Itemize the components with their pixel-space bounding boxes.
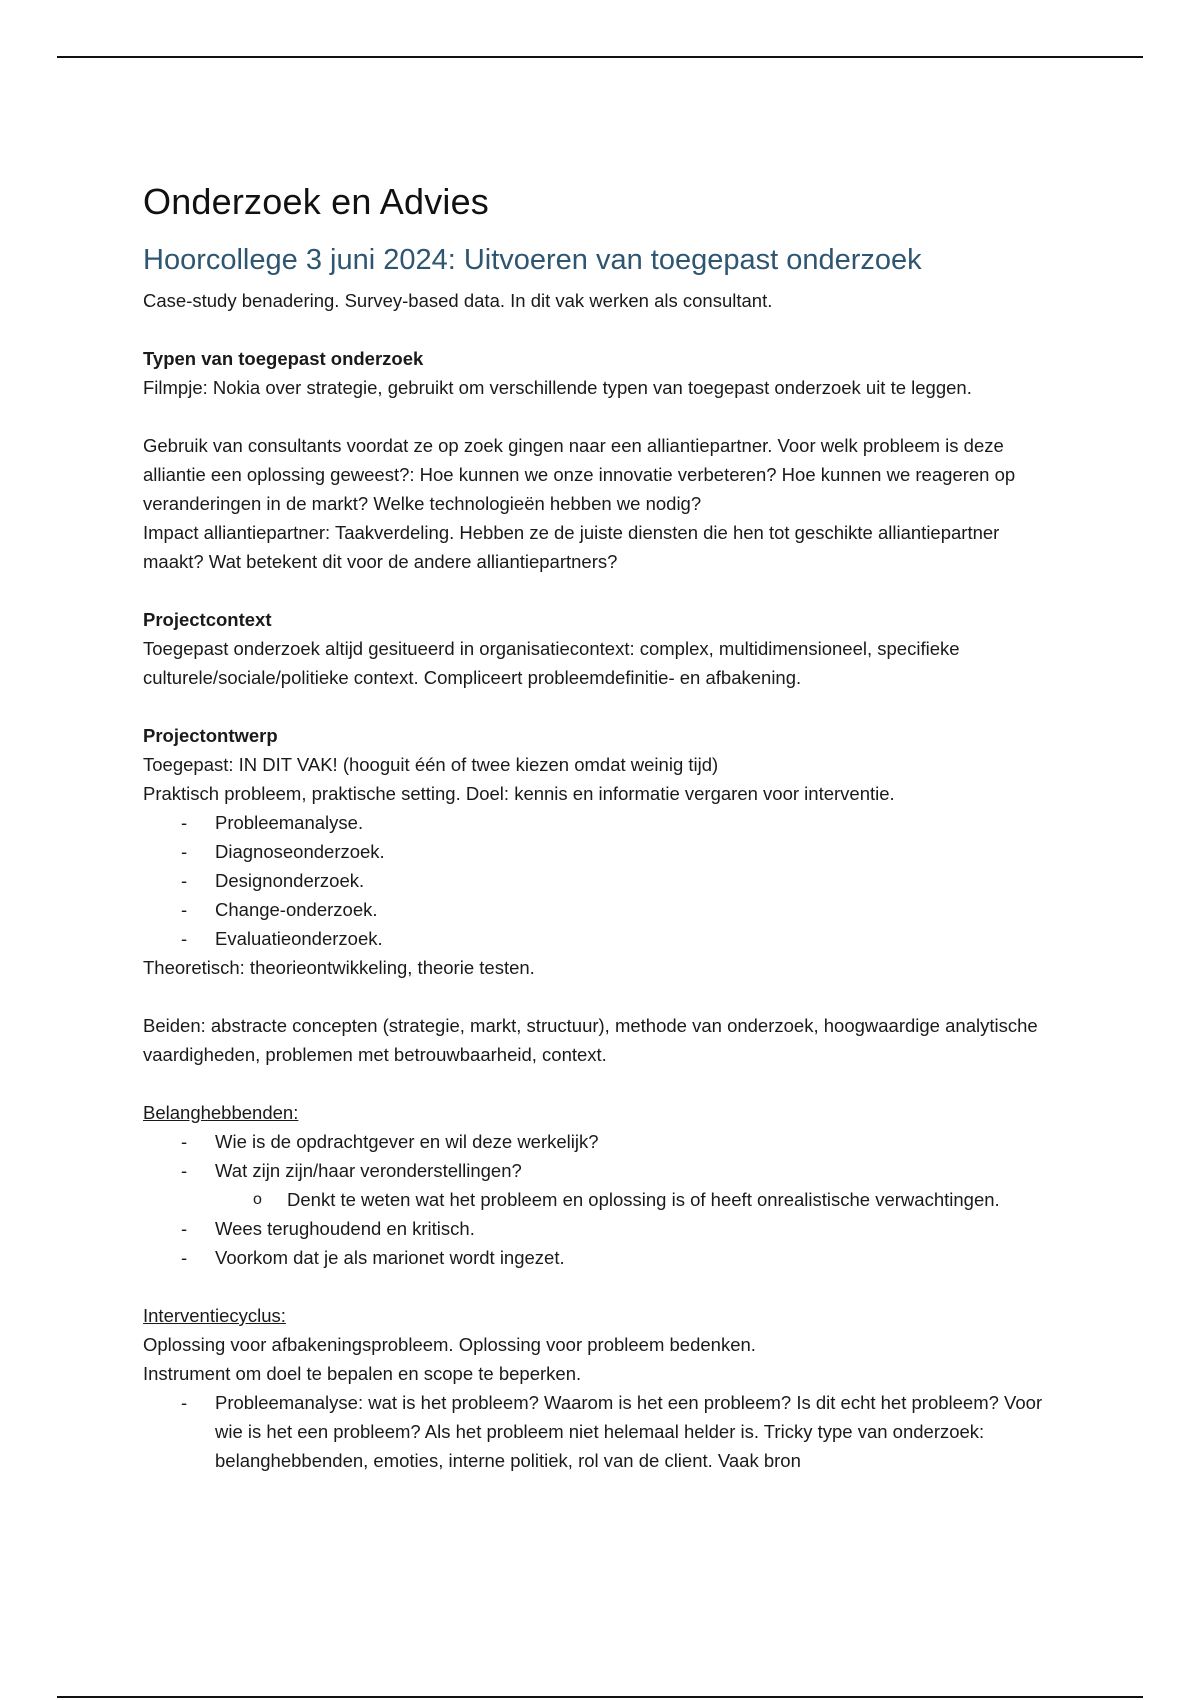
belanghebbenden-list: [143, 1127, 1063, 1185]
projectontwerp-heading: Projectontwerp: [143, 725, 278, 746]
interventiecyclus-heading: Interventiecyclus:: [143, 1305, 286, 1326]
typen-heading: Typen van toegepast onderzoek: [143, 348, 424, 369]
list-item: - Diagnoseonderzoek.: [143, 837, 1063, 866]
intro-text: Case-study benadering. Survey-based data. In dit vak werken als consultant.: [143, 290, 773, 311]
belanghebbenden-list-2: [143, 1214, 1063, 1272]
interventiecyclus-line-1: Oplossing voor afbakeningsprobleem. Oplossing voor probleem bedenken.: [143, 1334, 756, 1355]
projectontwerp-line-1: Toegepast: IN DIT VAK! (hooguit één of twee kiezen omdat weinig tijd): [143, 754, 719, 775]
list-item: - Probleemanalyse: wat is het probleem? Waarom is het een probleem? Is dit echt het probleem? Voor wie is het een probleem? Als het probleem niet helemaal helder is. Tricky type van onderzoek: belanghebbenden, emoties, interne politiek, rol van de client. Vaak bron: [143, 1388, 1063, 1475]
list-item: - Evaluatieonderzoek.: [143, 924, 1063, 953]
bottom-rule: [57, 1696, 1143, 1698]
list-item: - Change-onderzoek.: [143, 895, 1063, 924]
projectcontext-text: Toegepast onderzoek altijd gesitueerd in organisatiecontext: complex, multidimensioneel, specifieke culturele/sociale/politieke context. Compliceert probleemdefinitie- en afbakening.: [143, 638, 960, 688]
typen-paragraph-1: Gebruik van consultants voordat ze op zoek gingen naar een alliantiepartner. Voor welk probleem is deze alliantie een oplossing geweest?: Hoe kunnen we onze innovatie verbeteren? Hoe kunnen we reageren op veranderingen in de markt? Welke technologieën hebben we nodig?: [143, 435, 1016, 514]
document-page: [143, 180, 1063, 1475]
interventiecyclus-list: [143, 1388, 1063, 1475]
beiden-text: Beiden: abstracte concepten (strategie, markt, structuur), methode van onderzoek, hoogwaardige analytische vaardigheden, problemen met betrouwbaarheid, context.: [143, 1015, 1038, 1065]
typen-paragraph-2: Impact alliantiepartner: Taakverdeling. Hebben ze de juiste diensten die hen tot geschikte alliantiepartner maakt? Wat betekent dit voor de andere alliantiepartners?: [143, 522, 1000, 572]
belanghebbenden-sublist: [143, 1185, 1063, 1214]
list-item: - Voorkom dat je als marionet wordt ingezet.: [143, 1243, 1063, 1272]
document-title: Onderzoek en Advies: [143, 181, 490, 222]
list-item: o Denkt te weten wat het probleem en oplossing is of heeft onrealistische verwachtingen.: [143, 1185, 1063, 1214]
interventiecyclus-line-2: Instrument om doel te bepalen en scope te beperken.: [143, 1363, 582, 1384]
list-item: - Wees terughoudend en kritisch.: [143, 1214, 1063, 1243]
list-item: - Probleemanalyse.: [143, 808, 1063, 837]
belanghebbenden-heading: Belanghebbenden:: [143, 1102, 299, 1123]
list-item: - Wie is de opdrachtgever en wil deze werkelijk?: [143, 1127, 1063, 1156]
onderzoek-types-list: [143, 808, 1063, 953]
projectcontext-heading: Projectcontext: [143, 609, 272, 630]
lecture-heading: Hoorcollege 3 juni 2024: Uitvoeren van toegepast onderzoek: [143, 244, 922, 276]
projectontwerp-line-2: Praktisch probleem, praktische setting. Doel: kennis en informatie vergaren voor interventie.: [143, 783, 895, 804]
list-item: - Designonderzoek.: [143, 866, 1063, 895]
top-rule: [57, 56, 1143, 58]
list-item: - Wat zijn zijn/haar veronderstellingen?: [143, 1156, 1063, 1185]
projectontwerp-line-3: Theoretisch: theorieontwikkeling, theorie testen.: [143, 957, 535, 978]
typen-line: Filmpje: Nokia over strategie, gebruikt om verschillende typen van toegepast onderzoek uit te leggen.: [143, 377, 972, 398]
